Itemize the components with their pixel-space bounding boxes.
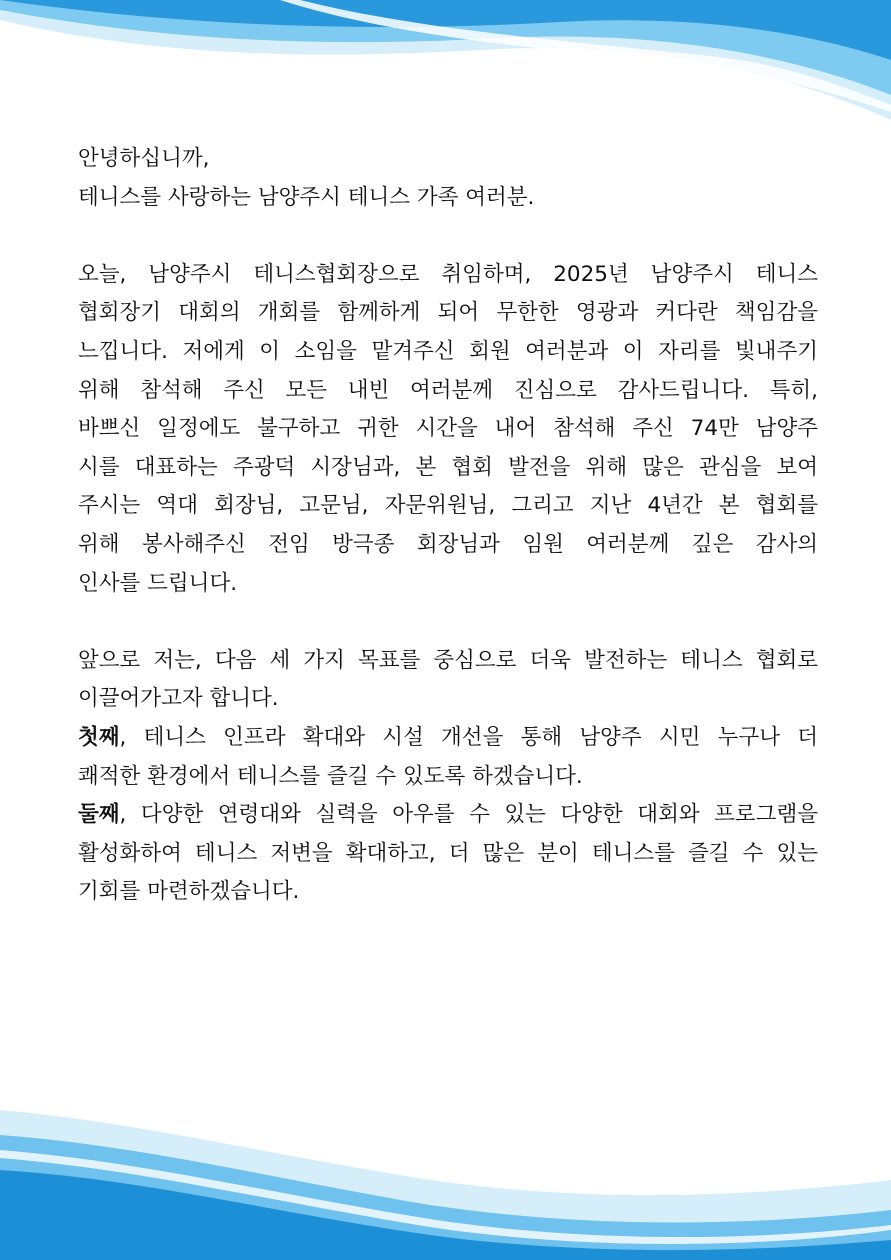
goal-one-line bbox=[78, 719, 818, 758]
paragraph-line: 시를 대표하는 주광덕 시장님과, 본 협회 발전을 위해 많은 관심을 보여 bbox=[78, 454, 818, 480]
paragraph-line: 앞으로 저는, 다음 세 가지 목표를 중심으로 더욱 발전하는 테니스 협회로 bbox=[78, 647, 818, 673]
paragraph-line: 느낍니다. 저에게 이 소임을 맡겨주신 회원 여러분과 이 자리를 빛내주기 bbox=[78, 338, 818, 364]
letter-body bbox=[78, 140, 818, 912]
paragraph-gap bbox=[78, 217, 818, 256]
greeting-line: 테니스를 사랑하는 남양주시 테니스 가족 여러분. bbox=[78, 184, 535, 210]
paragraph-line: 바쁘신 일정에도 불구하고 귀한 시간을 내어 참석해 주신 74만 남양주 bbox=[78, 416, 818, 442]
goal-one-label: 첫째 bbox=[78, 724, 120, 750]
paragraph-gap bbox=[78, 603, 818, 642]
paragraph-line: 위해 봉사해주신 전임 방극종 회장님과 임원 여러분께 깊은 감사의 bbox=[78, 531, 818, 557]
goal-two-text: , 다양한 연령대와 실력을 아우를 수 있는 다양한 대회와 프로그램을 bbox=[119, 802, 818, 828]
paragraph-line: 협회장기 대회의 개회를 함께하게 되어 무한한 영광과 커다란 책임감을 bbox=[78, 300, 818, 326]
paragraph-line: 인사를 드립니다. bbox=[78, 570, 238, 596]
goal-one-line: 쾌적한 환경에서 테니스를 즐길 수 있도록 하겠습니다. bbox=[78, 763, 583, 789]
goal-one-text: , 테니스 인프라 확대와 시설 개선을 통해 남양주 시민 누구나 더 bbox=[119, 724, 818, 750]
bottom-wave-decoration bbox=[0, 1080, 891, 1260]
paragraph-line: 오늘, 남양주시 테니스협회장으로 취임하며, 2025년 남양주시 테니스 bbox=[78, 261, 818, 287]
goal-two-line: 활성화하여 테니스 저변을 확대하고, 더 많은 분이 테니스를 즐길 수 있는 bbox=[78, 840, 818, 866]
greeting-line: 안녕하십니까, bbox=[78, 146, 210, 171]
paragraph-line: 위해 참석해 주신 모든 내빈 여러분께 진심으로 감사드립니다. 특히, bbox=[78, 377, 818, 403]
paragraph-line: 주시는 역대 회장님, 고문님, 자문위원님, 그리고 지난 4년간 본 협회를 bbox=[78, 493, 818, 519]
top-wave-decoration bbox=[0, 0, 891, 130]
paragraph-line: 이끌어가고자 합니다. bbox=[78, 686, 279, 712]
goal-two-label: 둘째 bbox=[78, 802, 120, 828]
goal-two-line: 기회를 마련하겠습니다. bbox=[78, 879, 300, 905]
goal-two-line bbox=[78, 796, 818, 835]
